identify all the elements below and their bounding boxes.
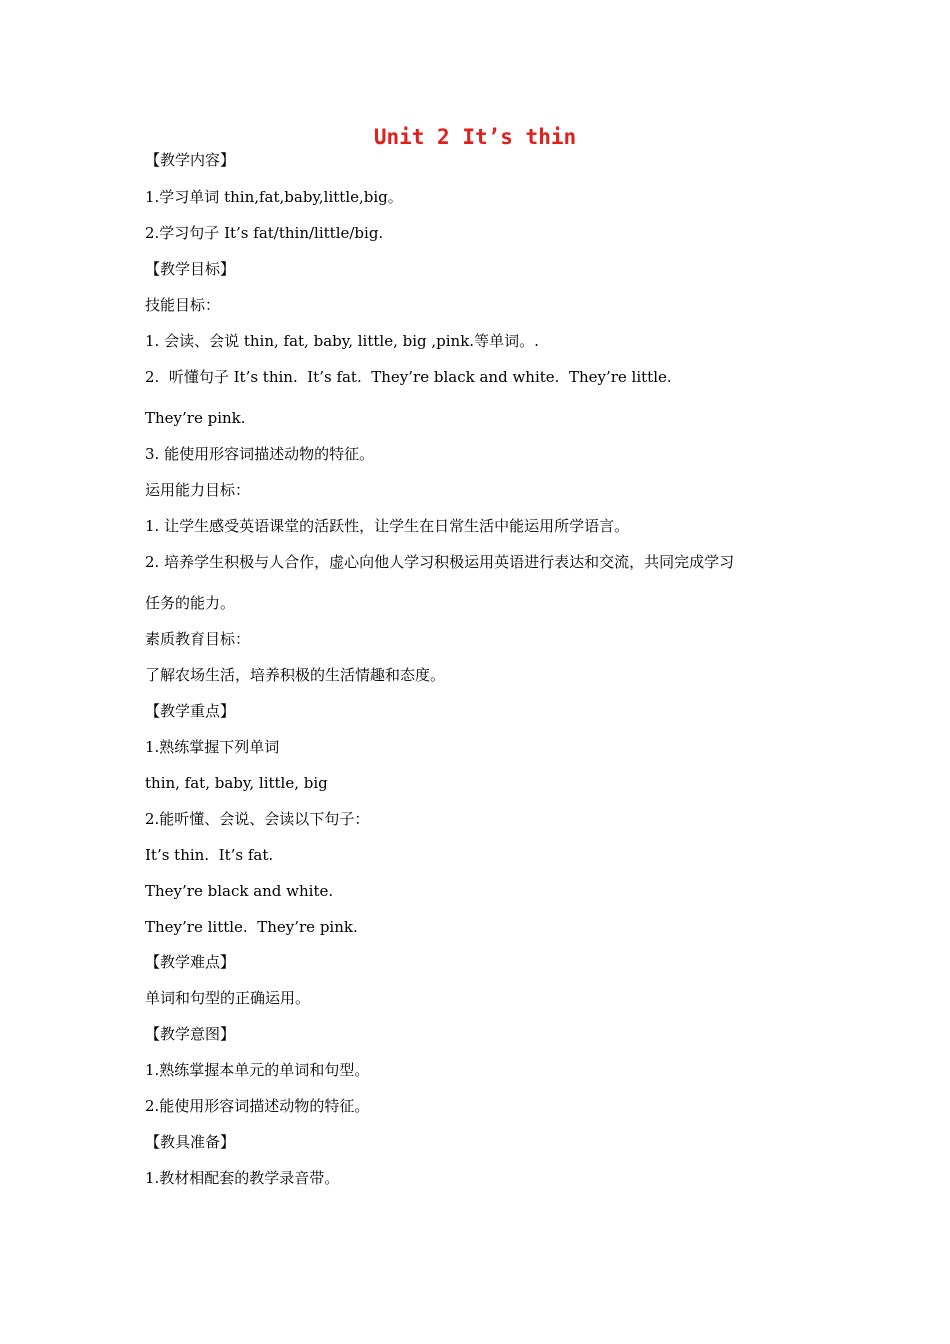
- key-point-2-sentence-1: It’s thin. It’s fat.: [145, 846, 274, 864]
- skill-objective-1: 1. 会读、会说 thin, fat, baby, little, big ,pink.等单词。.: [145, 332, 539, 350]
- key-point-1-words: thin, fat, baby, little, big: [145, 774, 328, 792]
- section-heading-difficulties: 【教学难点】: [145, 953, 236, 971]
- section-heading-content: 【教学内容】: [145, 151, 236, 169]
- document-title: Unit 2 It’s thin: [373, 125, 577, 149]
- skill-objective-2-continued: They’re pink.: [145, 409, 246, 427]
- application-objective-1: 1. 让学生感受英语课堂的活跃性，让学生在日常生活中能运用所学语言。: [145, 517, 630, 535]
- section-heading-intent: 【教学意图】: [145, 1025, 236, 1043]
- skill-objective-2: 2. 听懂句子 It’s thin. It’s fat. They’re black and white. They’re little.: [145, 368, 672, 386]
- section-heading-materials: 【教具准备】: [145, 1133, 236, 1151]
- key-point-1: 1.熟练掌握下列单词: [145, 738, 280, 756]
- subheading-skill-objectives: 技能目标：: [145, 296, 221, 314]
- difficulty-item: 单词和句型的正确运用。: [145, 989, 311, 1007]
- quality-objective: 了解农场生活，培养积极的生活情趣和态度。: [145, 666, 446, 684]
- section-heading-key-points: 【教学重点】: [145, 702, 236, 720]
- content-item-1: 1.学习单词 thin,fat,baby,little,big。: [145, 188, 403, 206]
- intent-item-2: 2.能使用形容词描述动物的特征。: [145, 1097, 370, 1115]
- key-point-2-sentence-2: They’re black and white.: [145, 882, 334, 900]
- skill-objective-3: 3. 能使用形容词描述动物的特征。: [145, 445, 375, 463]
- section-heading-objectives: 【教学目标】: [145, 260, 236, 278]
- key-point-2-sentence-3: They’re little. They’re pink.: [145, 918, 358, 936]
- intent-item-1: 1.熟练掌握本单元的单词和句型。: [145, 1061, 370, 1079]
- key-point-2: 2.能听懂、会说、会读以下句子：: [145, 810, 370, 828]
- materials-item-1: 1.教材相配套的教学录音带。: [145, 1169, 340, 1187]
- application-objective-2: 2. 培养学生积极与人合作，虚心向他人学习积极运用英语进行表达和交流，共同完成学习: [145, 553, 735, 571]
- subheading-application-objectives: 运用能力目标：: [145, 481, 251, 499]
- subheading-quality-objectives: 素质教育目标：: [145, 630, 251, 648]
- application-objective-2-continued: 任务的能力。: [145, 594, 236, 612]
- content-item-2: 2.学习句子 It’s fat/thin/little/big.: [145, 224, 384, 242]
